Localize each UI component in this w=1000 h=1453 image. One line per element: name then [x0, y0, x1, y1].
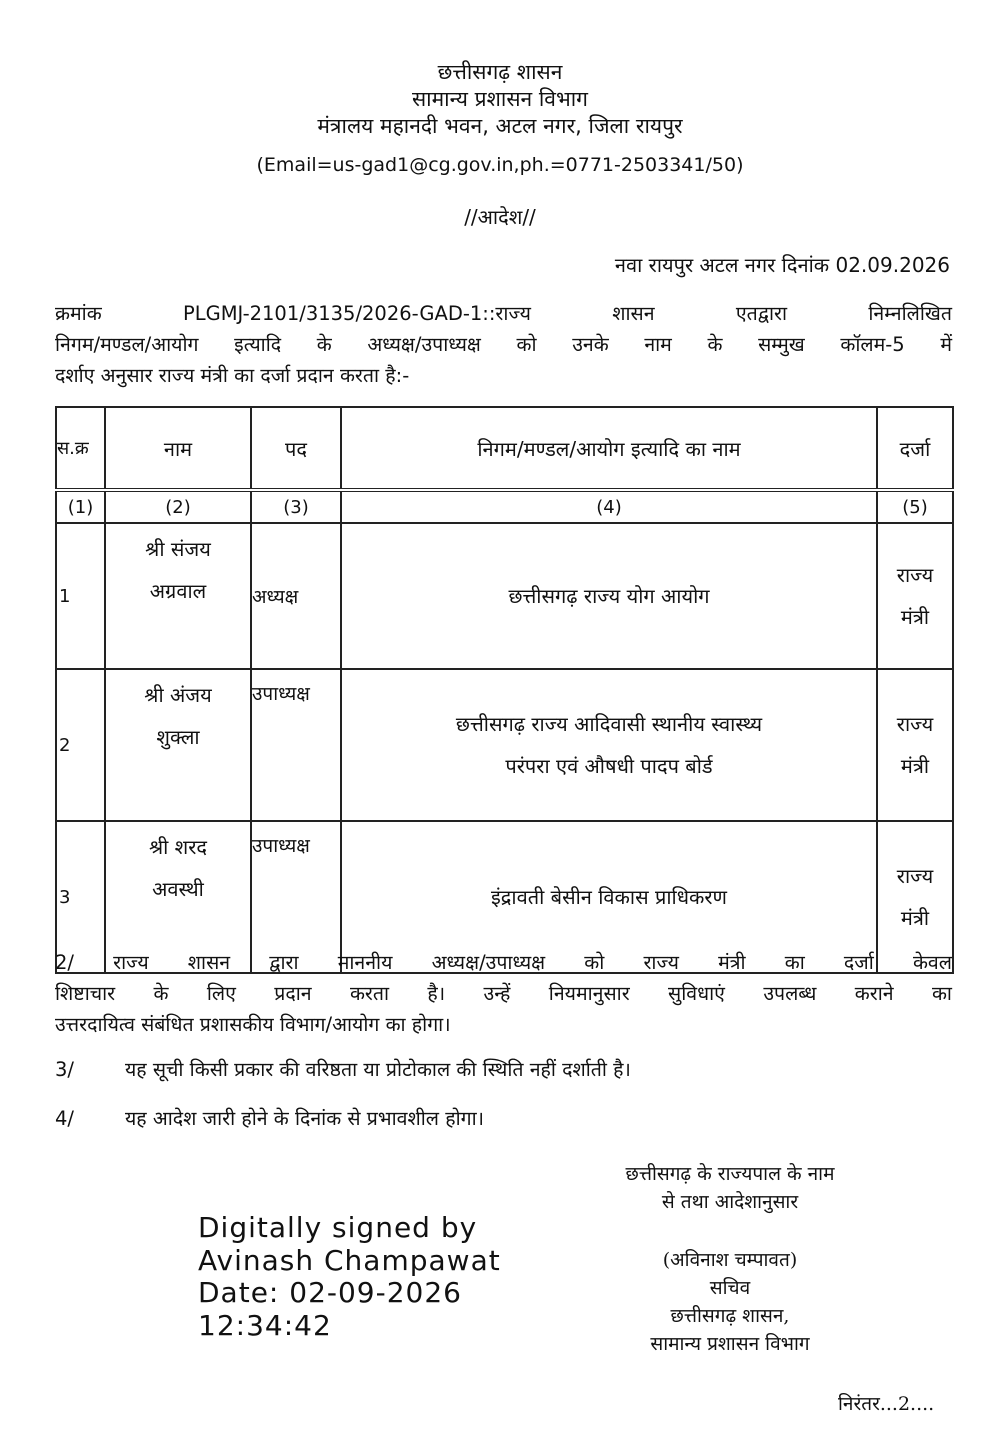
- name-line: शुक्ला: [156, 725, 200, 749]
- rank: [877, 669, 953, 821]
- paragraph-2: [55, 947, 952, 1040]
- digital-signature: [198, 1212, 501, 1342]
- digital-signature-name: Avinash Champawat: [198, 1243, 501, 1277]
- intro-line: निगम/मण्डल/आयोग इत्यादि के अध्यक्ष/उपाध्यक्ष को उनके नाम के सम्मुख कॉलम-5 में: [55, 333, 952, 356]
- table-row: [56, 523, 953, 669]
- paragraph-line: 2/ राज्य शासन द्वारा माननीय अध्यक्ष/उपाध्यक्ष को राज्य मंत्री का दर्जा केवल: [55, 951, 952, 974]
- continued-note: निरंतर...2....: [838, 1393, 935, 1415]
- digital-signature-date: Date: 02-09-2026: [198, 1276, 462, 1309]
- person-name: [105, 669, 251, 821]
- table-row: [56, 669, 953, 821]
- intro-line: क्रमांक PLGMJ-2101/3135/2026-GAD-1::राज्य शासन एतद्वारा निम्नलिखित: [55, 302, 952, 325]
- signatory-office: छत्तीसगढ़ शासन,: [670, 1305, 790, 1327]
- serial-number: 3: [56, 821, 105, 973]
- name-line: श्री शरद: [148, 835, 208, 859]
- post: अध्यक्ष: [251, 523, 341, 669]
- organisation-line: छत्तीसगढ़ राज्य आदिवासी स्थानीय स्वास्थ्य: [455, 712, 763, 736]
- digital-signature-line: Digitally signed by: [198, 1211, 478, 1244]
- paragraph-3: [55, 1055, 631, 1082]
- col-header-sno: स.क्र: [56, 407, 105, 490]
- serial-number: 1: [56, 523, 105, 669]
- organisation-line: छत्तीसगढ़ राज्य योग आयोग: [508, 584, 710, 608]
- person-name: [105, 523, 251, 669]
- post: उपाध्यक्ष: [251, 669, 341, 821]
- signatory-name: (अविनाश चम्पावत): [662, 1249, 798, 1271]
- name-line: अग्रवाल: [149, 579, 207, 603]
- rank-line: मंत्री: [900, 754, 930, 778]
- col-number: (4): [341, 490, 877, 523]
- signatory-block: [580, 1246, 880, 1358]
- col-header-post: पद: [251, 407, 341, 490]
- paragraph-line: उत्तरदायित्व संबंधित प्रशासकीय विभाग/आयोग का होगा।: [55, 1013, 451, 1036]
- col-number: (5): [877, 490, 953, 523]
- col-number: (3): [251, 490, 341, 523]
- col-number: (1): [56, 490, 105, 523]
- signatory-designation: सचिव: [709, 1277, 751, 1299]
- rank-line: राज्य: [896, 864, 934, 888]
- name-line: अवस्थी: [152, 877, 204, 901]
- authority-line: से तथा आदेशानुसार: [661, 1191, 799, 1213]
- organisation-name: [341, 669, 877, 821]
- authority-line: छत्तीसगढ़ के राज्यपाल के नाम: [625, 1163, 835, 1185]
- rank-line: राज्य: [896, 563, 934, 587]
- col-number: (2): [105, 490, 251, 523]
- col-header-name: नाम: [105, 407, 251, 490]
- appointments-table: [55, 406, 954, 974]
- paragraph-line: शिष्टाचार के लिए प्रदान करता है। उन्हें नियमानुसार सुविधाएं उपलब्ध कराने का: [55, 982, 952, 1005]
- paragraph-number: 4/: [55, 1107, 74, 1130]
- header-contact: (Email=us-gad1@cg.gov.in,ph.=0771-2503341/50): [256, 154, 744, 176]
- rank-line: राज्य: [896, 712, 934, 736]
- header-department: सामान्य प्रशासन विभाग: [411, 87, 589, 111]
- name-line: श्री अंजय: [144, 683, 212, 707]
- table-header-row: [56, 407, 953, 490]
- column-number-row: [56, 490, 953, 523]
- paragraph-4: [55, 1104, 484, 1131]
- name-line: श्री संजय: [145, 537, 211, 561]
- intro-line: दर्शाए अनुसार राज्य मंत्री का दर्जा प्रदान करता है:-: [55, 364, 410, 387]
- header-address: मंत्रालय महानदी भवन, अटल नगर, जिला रायपुर: [317, 114, 683, 138]
- organisation-line: इंद्रावती बेसीन विकास प्राधिकरण: [490, 885, 727, 909]
- order-date: नवा रायपुर अटल नगर दिनांक 02.09.2026: [614, 253, 950, 277]
- serial-number: 2: [56, 669, 105, 821]
- paragraph-text: यह आदेश जारी होने के दिनांक से प्रभावशील होगा।: [125, 1107, 485, 1130]
- col-header-organisation: निगम/मण्डल/आयोग इत्यादि का नाम: [341, 407, 877, 490]
- organisation-line: परंपरा एवं औषधी पादप बोर्ड: [505, 754, 713, 778]
- order-title: //आदेश//: [464, 205, 536, 229]
- post: उपाध्यक्ष: [251, 821, 341, 973]
- paragraph-number: 3/: [55, 1058, 74, 1081]
- paragraph-text: यह सूची किसी प्रकार की वरिष्ठता या प्रोटोकाल की स्थिति नहीं दर्शाती है।: [125, 1058, 631, 1081]
- col-header-rank: दर्जा: [877, 407, 953, 490]
- rank: [877, 523, 953, 669]
- organisation-name: [341, 523, 877, 669]
- authority-block: [580, 1160, 880, 1216]
- header-government: छत्तीसगढ़ शासन: [437, 60, 563, 84]
- rank-line: मंत्री: [900, 906, 930, 930]
- intro-paragraph: [55, 298, 952, 391]
- digital-signature-time: 12:34:42: [198, 1308, 332, 1342]
- signatory-office: सामान्य प्रशासन विभाग: [650, 1333, 810, 1355]
- rank-line: मंत्री: [900, 605, 930, 629]
